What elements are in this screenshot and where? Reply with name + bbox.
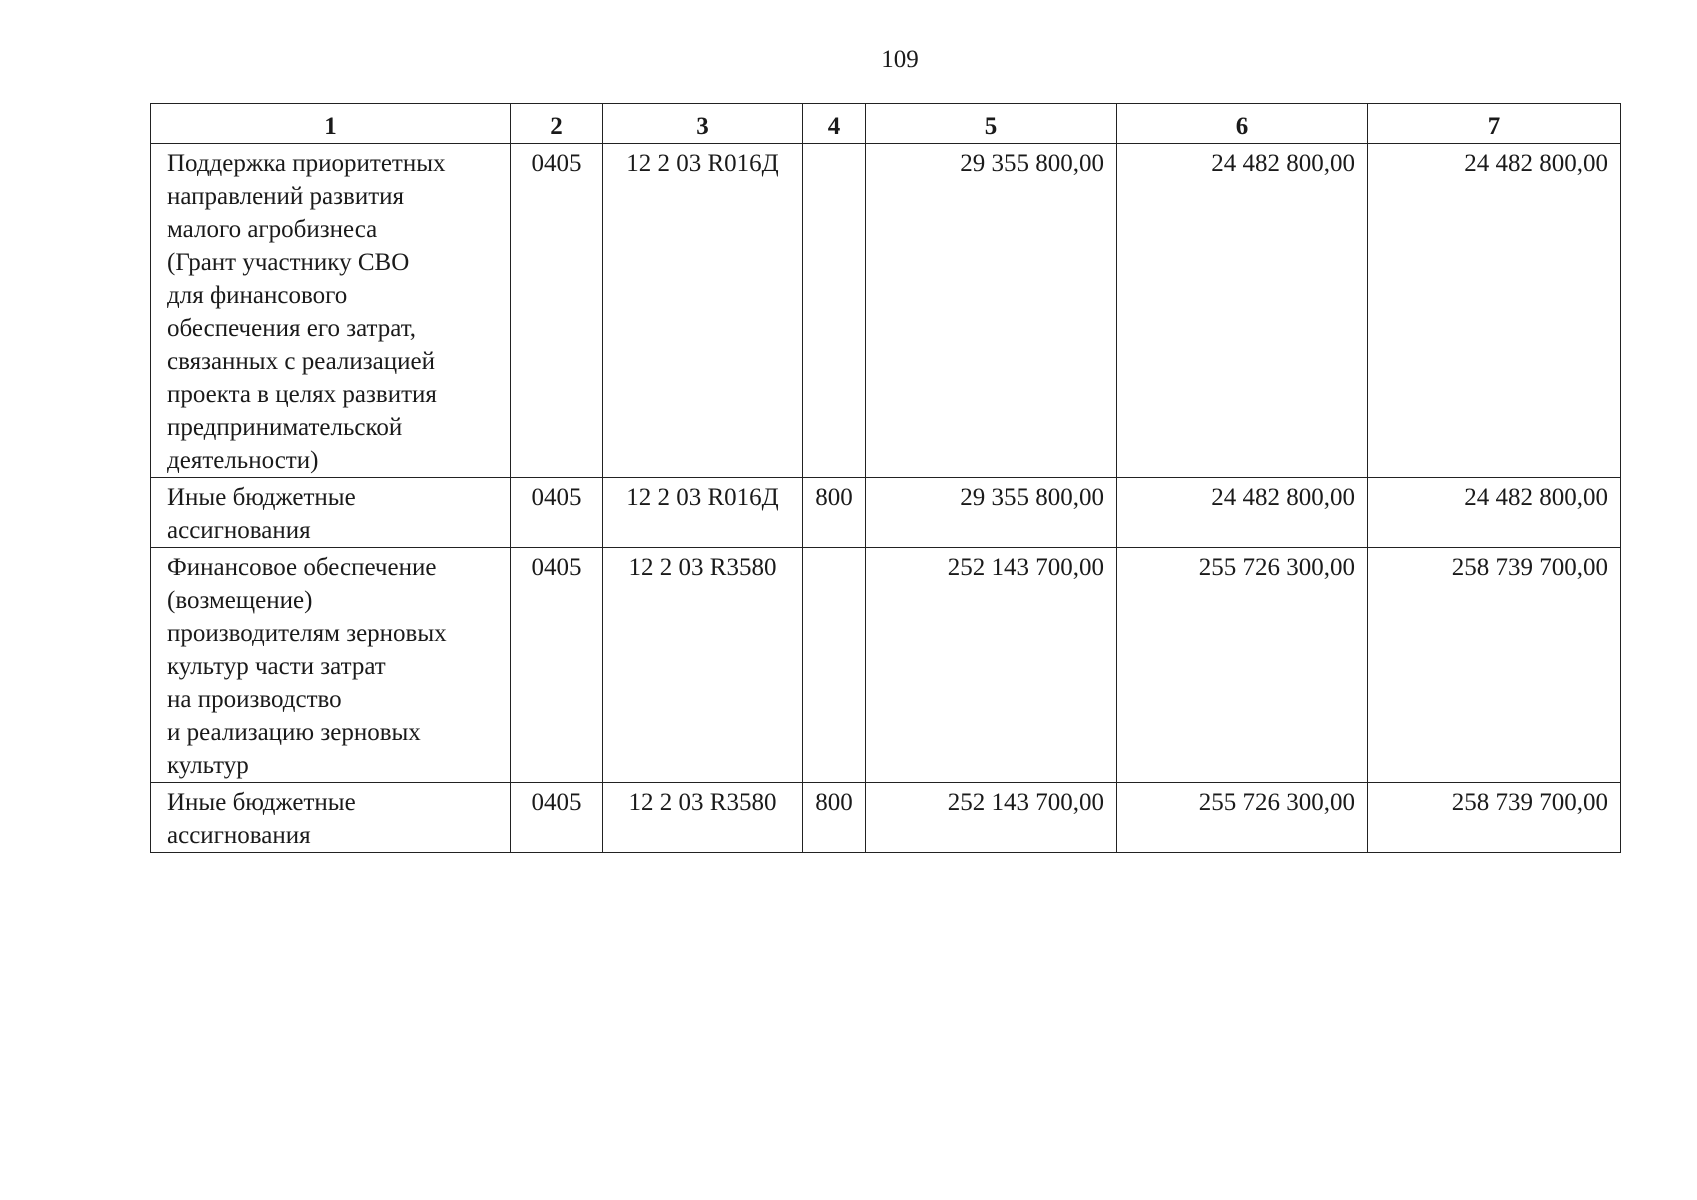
row-amount-col-6: 255 726 300,00	[1117, 783, 1368, 853]
row-name: Финансовое обеспечение (возмещение) производителям зерновых культур части затрат на производство и реализацию зерновых культур	[167, 554, 447, 779]
table-row	[151, 478, 1621, 548]
row-amount-col-7: 258 739 700,00	[1368, 548, 1621, 783]
table-row	[151, 548, 1621, 783]
header-col-2: 2	[511, 104, 603, 144]
row-target-code: 12 2 03 R3580	[603, 783, 803, 853]
row-target-code: 12 2 03 R3580	[603, 548, 803, 783]
header-row	[151, 104, 1621, 144]
page-number: 109	[881, 46, 919, 73]
row-name: Иные бюджетные ассигнования	[167, 484, 356, 544]
row-section: 0405	[511, 783, 603, 853]
row-name-cell	[151, 478, 511, 548]
header-col-1: 1	[151, 104, 511, 144]
header-col-5: 5	[866, 104, 1117, 144]
table-row	[151, 144, 1621, 478]
row-expense-type	[803, 548, 866, 783]
row-amount-col-5: 252 143 700,00	[866, 548, 1117, 783]
row-target-code: 12 2 03 R016Д	[603, 478, 803, 548]
header-col-3: 3	[603, 104, 803, 144]
budget-table	[150, 103, 1621, 853]
row-expense-type: 800	[803, 478, 866, 548]
row-amount-col-6: 24 482 800,00	[1117, 478, 1368, 548]
row-name: Иные бюджетные ассигнования	[167, 789, 356, 849]
row-amount-col-5: 29 355 800,00	[866, 144, 1117, 478]
header-col-6: 6	[1117, 104, 1368, 144]
row-section: 0405	[511, 478, 603, 548]
header-col-7: 7	[1368, 104, 1621, 144]
row-section: 0405	[511, 548, 603, 783]
table-row	[151, 783, 1621, 853]
header-col-4: 4	[803, 104, 866, 144]
row-expense-type	[803, 144, 866, 478]
row-section: 0405	[511, 144, 603, 478]
row-name-cell	[151, 548, 511, 783]
row-name: Поддержка приоритетных направлений развития малого агробизнеса (Грант участнику СВО для финансового обеспечения его затрат, связанных с реализацией проекта в целях развития предпринимательской деятельности)	[167, 150, 446, 474]
row-amount-col-7: 24 482 800,00	[1368, 478, 1621, 548]
row-expense-type: 800	[803, 783, 866, 853]
row-amount-col-7: 258 739 700,00	[1368, 783, 1621, 853]
row-amount-col-6: 24 482 800,00	[1117, 144, 1368, 478]
row-amount-col-5: 29 355 800,00	[866, 478, 1117, 548]
row-amount-col-6: 255 726 300,00	[1117, 548, 1368, 783]
row-amount-col-7: 24 482 800,00	[1368, 144, 1621, 478]
row-target-code: 12 2 03 R016Д	[603, 144, 803, 478]
row-name-cell	[151, 783, 511, 853]
row-name-cell	[151, 144, 511, 478]
row-amount-col-5: 252 143 700,00	[866, 783, 1117, 853]
